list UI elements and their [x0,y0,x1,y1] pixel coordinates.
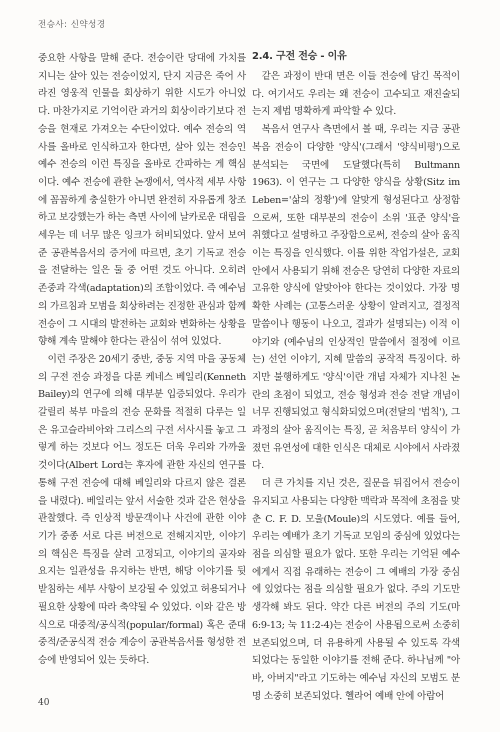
left-column [38,50,246,670]
right-column [252,50,460,705]
section-heading: 2.4. 구전 전승 - 이유 [252,51,347,62]
running-header: 전승사: 신약성경 [38,20,106,30]
paragraph: 이런 주장은 20세기 중반, 중동 지역 마을 공동체의 구전 전승 과정을 다룬 케네스 베일리(Kenneth Bailey)의 연구에 의해 대부분 입증되었다. 우리가 갈릴리 북부 마을의 전승 문화를 적절히 다루는 일은 유고슬라비아와 그리스의 구전 서사시를 놓고 그렇게 하는 것보다 어느 정도든 더욱 우리와 가까울 것이다(Albert Lord는 후자에 관한 자신의 연구를 통해 구전 전승에 대해 베일리와 다르지 않은 결론을 내렸다). 베일리는 앞서 서술한 것과 같은 현상을 관찰했다. 즉 인상적 방문객이나 사건에 관한 이야기가 중종 서로 다른 버전으로 전해지지만, 이야기의 핵심은 특징을 살려 고정되고, 이야기의 골자와 요지는 일관성을 유지하는 반면, 해당 이야기를 뒷받침하는 세부 사항이 보강될 수 있었고 허용되거나 필요한 상황에 따라 축약될 수 있었다. 이와 같은 방식으로 대중적/공식적(popular/formal) 혹은 준대중적/준공식적 전승 계승이 공관복음서를 형성한 전승에 반영되어 있는 듯하다. [38,353,246,666]
paragraph: 같은 과정이 반대 면은 이들 전승에 담긴 목적이다. 여기서도 우리는 왜 전승이 고수되고 재진술되는지 제법 명확하게 파악할 수 있다. [252,71,460,118]
paragraph: 복음서 연구사 측면에서 볼 때, 우리는 지금 공관복음 전승이 다양한 '양식'(그래서 '양식비평')으로 분석되는 국면에 도달했다(특히 Bultmann 1963). 이 연구는 그 다양한 양식을 상황(Sitz im Leben='삶의 정황')에 알맞게 형성된다고 상정함으로써, 또한 대부분의 전승이 소위 '표준 양식'을 취했다고 설명하고 주장함으로써, 전승의 살아 움직이는 특징을 인식했다. 이를 위한 작업가설은, 교회 안에서 사용되기 위해 전승은 당연히 다양한 자료의 고유한 양식에 알맞아야 한다는 것이었다. 가장 명확한 사례는 (고통스러운 상황이 알려지고, 결정적 말씀이나 행동이 나오고, 결과가 설명되는) 이적 이야기와 (예수님의 인상적인 말씀에서 절정에 이르는) 선언 이야기, 지혜 말씀의 공작적 특징이다. 하지만 불행하게도 '양식'이란 개념 자체가 지나친 논란의 초점이 되었고, 전승 형성과 전승 전달 개념이 너무 진행되었고 형식화되었으며(전달의 '법칙'), 그 과정의 살아 움직이는 특징, 곧 처음부터 양식이 가졌던 유연성에 대한 인식은 대체로 시야에서 사라졌다. [252,124,460,472]
paragraph: 중요한 사항을 말해 준다. 전승이란 당대에 가치를 지니는 살아 있는 전승이었지, 단지 지금은 죽어 사라진 영웅적 인물을 회상하기 위한 시도가 아니었다. 마찬가지로 기억이란 과거의 회상이라기보다 전승을 현재로 가져오는 수단이었다. 예수 전승의 역사를 올바로 인식하고자 한다면, 살아 있는 전승인 예수 전승의 이런 특징을 올바로 간파하는 게 핵심이다. 예수 전승에 관한 논쟁에서, 역사적 세부 사항에 꼼꼼하게 충실한가 아니면 완전히 자유롭게 창조하고 보강했는가 하는 측면 사이에 날카로운 대립을 세우는 데 너무 많은 잉크가 허비되었다. 앞서 보여 준 공관복음서의 증거에 따르면, 초기 기독교 전승을 전달하는 일은 둘 중 어떤 것도 아니다. 오히려 존중과 각색(adaptation)의 조합이었다. 즉 예수님의 가르침과 모범을 회상하려는 진정한 관심과 함께 전승이 그 시대의 발전하는 교회와 변화하는 상황을 향해 계속 말해야 한다는 관심이 섞여 있었다. [38,53,246,348]
paragraph: 더 큰 가치를 지닌 것은, 질문을 뒤집어서 전승이 유지되고 사용되는 다양한 맥락과 목적에 초점을 맞춘 C. F. D. 모울(Moule)의 시도였다. 예를 들어, 우리는 예배가 초기 기독교 모임의 중심에 있었다는 점을 의심할 필요가 없다. 또한 우리는 기억된 예수에게서 직접 유래하는 전승이 그 예배의 가장 중심에 있었다는 점을 의심할 필요가 없다. 주의 기도만 생각해 봐도 된다. 약간 다른 버전의 주의 기도(마 6:9-13; 눅 11:2-4)는 전승이 사용됨으로써 소중히 보존되었으며, 더 유용하게 사용될 수 있도록 각색되었다는 동일한 이야기를 전해 준다. 하나님께 "아바, 아버지"라고 기도하는 예수님 자신의 모범도 분명 소중히 보존되었다. 헬라어 예배 안에 아람어 [252,478,460,702]
page-number: 40 [38,698,50,708]
